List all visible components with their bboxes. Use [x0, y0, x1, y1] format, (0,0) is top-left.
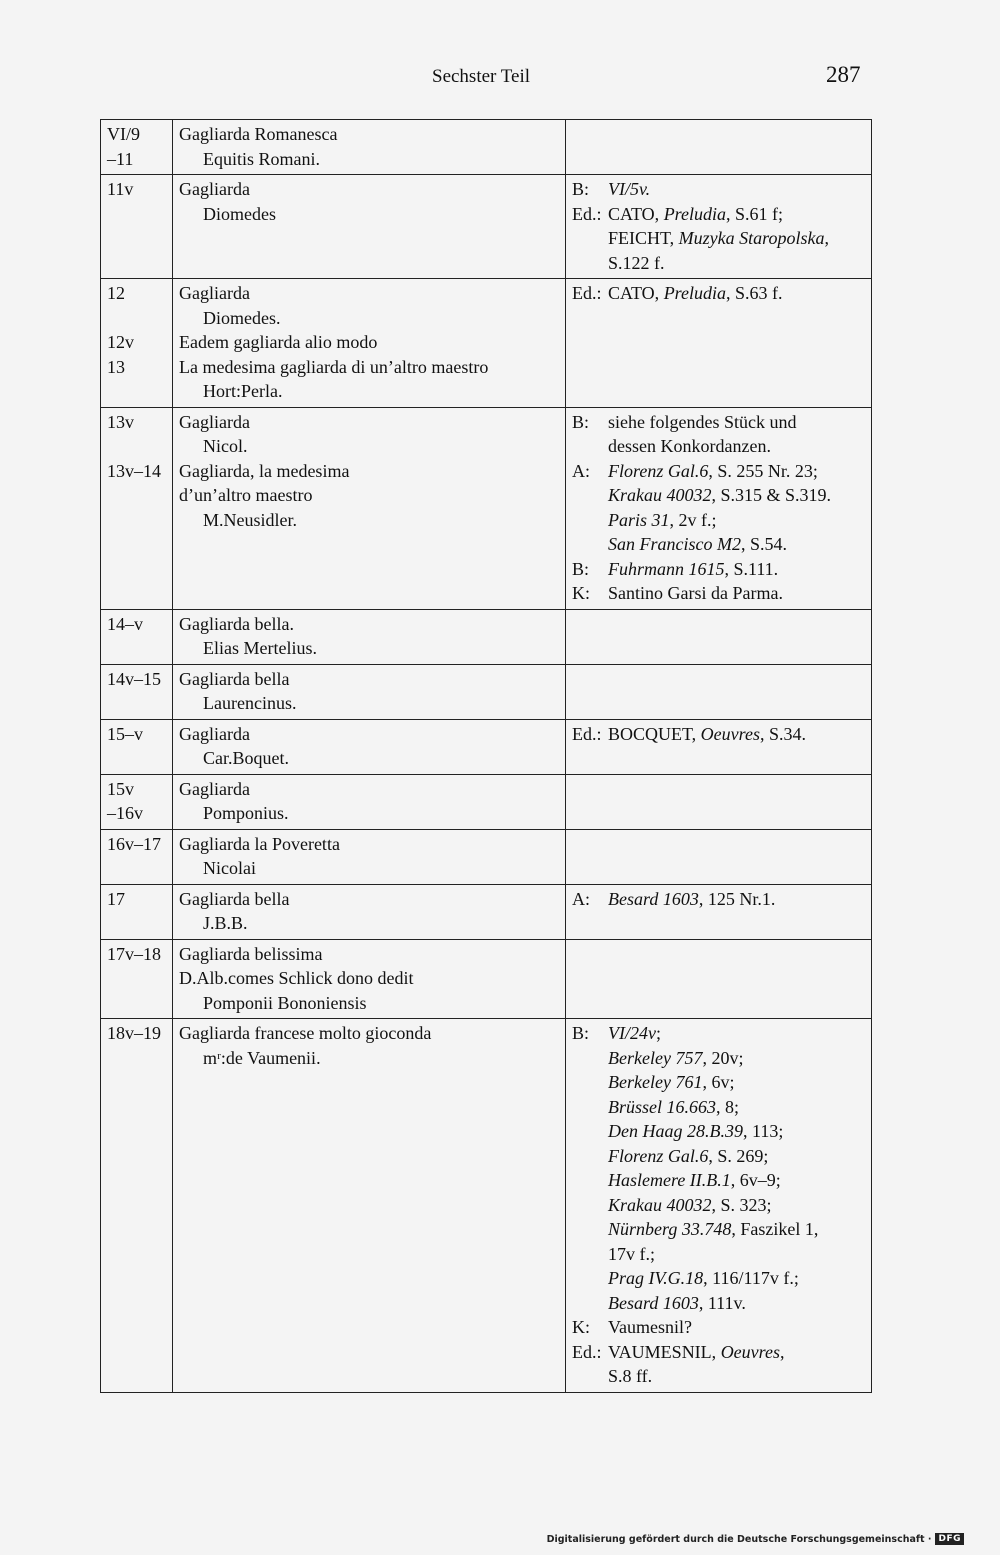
source-detail: CATO,	[608, 283, 664, 303]
source-siglum: Besard 1603	[608, 888, 699, 909]
table-row	[101, 939, 872, 1019]
source-entry	[572, 281, 865, 306]
title-line: Gagliarda, la medesima	[179, 460, 350, 481]
source-label	[572, 532, 608, 557]
source-label	[572, 1119, 608, 1144]
source-label: K:	[572, 1317, 590, 1337]
source-detail: dessen Konkordanzen.	[608, 436, 771, 456]
title-cell	[173, 719, 566, 774]
table-row	[101, 120, 872, 175]
source-entry	[572, 483, 865, 508]
table-row	[101, 407, 872, 609]
source-entry	[572, 1119, 865, 1144]
source-label	[572, 1217, 608, 1242]
source-label: Ed.:	[572, 283, 602, 303]
title-line: Eadem gagliarda alio modo	[179, 332, 378, 352]
source-entry	[572, 251, 865, 276]
folio-line: 12v	[107, 332, 134, 352]
source-detail: , S.54.	[740, 534, 787, 554]
source-entry	[572, 1046, 865, 1071]
source-detail: ,	[824, 228, 829, 248]
source-siglum: Florenz Gal.6	[608, 460, 709, 481]
folio-cell	[101, 719, 173, 774]
source-detail: , Faszikel 1,	[731, 1219, 819, 1239]
table-row	[101, 774, 872, 829]
digitization-credit	[547, 1533, 964, 1545]
source-text	[608, 281, 865, 306]
table-row	[101, 829, 872, 884]
folio-line	[107, 306, 166, 331]
source-detail: , 116/117v f.;	[703, 1268, 799, 1288]
source-entry	[572, 1168, 865, 1193]
title-cell	[173, 1019, 566, 1393]
source-detail: , 2v f.;	[669, 509, 717, 530]
source-siglum: Muzyka Staropolska	[678, 228, 825, 248]
folio-line: VI/9	[107, 124, 140, 144]
source-entry	[572, 1070, 865, 1095]
title-line: Gagliarda	[179, 411, 250, 432]
folio-cell	[101, 609, 173, 664]
folio-line: 13v	[107, 411, 134, 432]
source-siglum: Krakau 40032	[608, 485, 712, 505]
source-detail: , S.315 & S.319.	[711, 485, 832, 505]
title-cell	[173, 609, 566, 664]
title-line: Gagliarda bella	[179, 888, 290, 909]
source-detail: , 20v;	[702, 1047, 744, 1068]
source-entry	[572, 722, 865, 747]
sources-cell	[566, 884, 872, 939]
source-entry	[572, 177, 865, 202]
title-line: Pomponii Bononiensis	[203, 992, 367, 1013]
folio-line: 16v–17	[107, 833, 161, 854]
title-line: Gagliarda	[179, 723, 250, 744]
source-text	[608, 1364, 865, 1389]
source-detail: , 125 Nr.1.	[698, 888, 776, 909]
source-siglum: Preludia	[663, 203, 727, 224]
title-cell	[173, 175, 566, 279]
title-cell	[173, 939, 566, 1019]
title-line: Diomedes.	[203, 307, 281, 328]
sources-cell	[566, 609, 872, 664]
title-line: Gagliarda la Poveretta	[179, 833, 340, 854]
title-line: d’un’altro maestro	[179, 485, 313, 505]
folio-line: 14v–15	[107, 668, 161, 689]
source-entry	[572, 1315, 865, 1340]
source-text	[608, 177, 865, 202]
title-line: Hort:Perla.	[203, 381, 283, 401]
folio-cell	[101, 664, 173, 719]
source-detail: FEICHT,	[608, 228, 679, 248]
source-label	[572, 1242, 608, 1267]
source-siglum: Krakau 40032	[608, 1194, 712, 1215]
title-cell	[173, 407, 566, 609]
source-detail: S.122 f.	[608, 252, 665, 273]
source-siglum: Haslemere II.B.1	[608, 1170, 731, 1190]
title-line: Car.Boquet.	[203, 748, 289, 768]
title-line: Gagliarda francese molto gioconda	[179, 1023, 432, 1043]
source-detail: , S.34.	[759, 723, 806, 744]
folio-line: –16v	[107, 803, 143, 823]
source-text	[608, 1291, 865, 1316]
table-row	[101, 609, 872, 664]
source-detail: , 8;	[716, 1096, 740, 1117]
source-detail: BOCQUET,	[608, 723, 701, 744]
source-siglum: Nürnberg 33.748	[608, 1219, 732, 1239]
source-detail: ;	[655, 1023, 661, 1043]
source-siglum: Brüssel 16.663	[608, 1096, 716, 1117]
source-label	[572, 1095, 608, 1120]
title-line: Gagliarda	[179, 179, 250, 199]
sources-cell	[566, 120, 872, 175]
folio-cell	[101, 939, 173, 1019]
source-detail: , S.63 f.	[726, 283, 783, 303]
title-line: Gagliarda bella.	[179, 613, 294, 634]
source-entry	[572, 434, 865, 459]
source-entry	[572, 581, 865, 606]
source-siglum: Besard 1603	[608, 1292, 699, 1313]
source-label: Ed.:	[572, 203, 602, 224]
source-text	[608, 1340, 865, 1365]
source-label: Ed.:	[572, 1341, 602, 1362]
folio-line: 12	[107, 283, 125, 303]
source-siglum: San Francisco M2	[608, 534, 741, 554]
title-line: Diomedes	[203, 203, 276, 224]
folio-cell	[101, 829, 173, 884]
title-line: mʳ:de Vaumenii.	[203, 1047, 321, 1068]
folio-line: 15–v	[107, 723, 143, 744]
source-text	[608, 1217, 865, 1242]
source-label: A:	[572, 888, 590, 909]
source-siglum: Berkeley 761	[608, 1072, 703, 1092]
title-line: Gagliarda belissima	[179, 943, 323, 964]
source-text	[608, 1046, 865, 1071]
folio-cell	[101, 884, 173, 939]
source-text	[608, 410, 865, 435]
source-label	[572, 1266, 608, 1291]
source-text	[608, 887, 865, 912]
source-entry	[572, 459, 865, 484]
concordance-table	[100, 119, 872, 1393]
sources-cell	[566, 1019, 872, 1393]
source-label: Ed.:	[572, 723, 602, 744]
source-text	[608, 483, 865, 508]
source-text	[608, 1144, 865, 1169]
source-label: K:	[572, 583, 590, 603]
source-label: B:	[572, 179, 590, 199]
source-entry	[572, 508, 865, 533]
source-detail: ,	[780, 1341, 785, 1362]
source-siglum: Florenz Gal.6	[608, 1145, 709, 1166]
source-detail: Vaumesnil?	[608, 1317, 692, 1337]
source-text	[608, 226, 865, 251]
source-detail: , 6v–9;	[730, 1170, 781, 1190]
page-number: 287	[826, 62, 861, 87]
source-text	[608, 1119, 865, 1144]
source-siglum: VI/5v.	[608, 179, 651, 199]
sources-cell	[566, 279, 872, 408]
folio-cell	[101, 774, 173, 829]
source-detail: 17v f.;	[608, 1243, 655, 1264]
source-text	[608, 1168, 865, 1193]
sources-cell	[566, 407, 872, 609]
title-line: M.Neusidler.	[203, 509, 297, 530]
folio-line: 18v–19	[107, 1023, 161, 1043]
title-line: Nicolai	[203, 858, 256, 878]
source-text	[608, 1315, 865, 1340]
source-label	[572, 1046, 608, 1071]
folio-line: 17	[107, 888, 125, 909]
title-line: Pomponius.	[203, 803, 289, 823]
source-label	[572, 251, 608, 276]
folio-line: 14–v	[107, 613, 143, 634]
source-label: A:	[572, 460, 590, 481]
source-label	[572, 226, 608, 251]
table-row	[101, 175, 872, 279]
source-text	[608, 251, 865, 276]
folio-line	[107, 434, 166, 459]
sources-cell	[566, 774, 872, 829]
title-line: Gagliarda	[179, 283, 250, 303]
table-row	[101, 1019, 872, 1393]
source-label	[572, 483, 608, 508]
table-row	[101, 719, 872, 774]
source-entry	[572, 1193, 865, 1218]
folio-cell	[101, 1019, 173, 1393]
source-siglum: Paris 31	[608, 509, 670, 530]
title-line: Laurencinus.	[203, 693, 297, 713]
source-detail: CATO,	[608, 203, 664, 224]
folio-cell	[101, 279, 173, 408]
title-cell	[173, 664, 566, 719]
source-siglum: VI/24v	[608, 1023, 656, 1043]
source-label	[572, 1168, 608, 1193]
source-text	[608, 722, 865, 747]
folio-line: 17v–18	[107, 943, 161, 964]
source-text	[608, 557, 865, 582]
source-siglum: Fuhrmann 1615	[608, 558, 725, 579]
source-detail: VAUMESNIL,	[608, 1341, 721, 1362]
source-entry	[572, 887, 865, 912]
source-siglum: Preludia	[663, 283, 727, 303]
source-text	[608, 1242, 865, 1267]
credit-text: Digitalisierung gefördert durch die Deutsche Forschungsgemeinschaft ·	[546, 1533, 932, 1545]
source-siglum: Den Haag 28.B.39	[608, 1121, 743, 1141]
source-label	[572, 1364, 608, 1389]
source-text	[608, 508, 865, 533]
source-label	[572, 434, 608, 459]
title-line: Elias Mertelius.	[203, 638, 317, 658]
title-cell	[173, 279, 566, 408]
source-siglum: Oeuvres	[700, 723, 760, 744]
title-line: Nicol.	[203, 436, 248, 456]
source-label	[572, 1291, 608, 1316]
source-text	[608, 1095, 865, 1120]
title-cell	[173, 774, 566, 829]
source-label	[572, 1070, 608, 1095]
source-text	[608, 1266, 865, 1291]
source-detail: , 113;	[742, 1121, 784, 1141]
source-text	[608, 202, 865, 227]
source-detail: , S.61 f;	[726, 203, 784, 224]
dfg-logo: DFG	[935, 1533, 964, 1545]
folio-cell	[101, 175, 173, 279]
title-line: J.B.B.	[203, 913, 248, 933]
source-entry	[572, 1291, 865, 1316]
source-detail: , 111v.	[698, 1292, 746, 1313]
source-label	[572, 1193, 608, 1218]
source-entry	[572, 1266, 865, 1291]
folio-line: 15v	[107, 778, 134, 799]
source-detail: , S. 255 Nr. 23;	[708, 460, 818, 481]
source-text	[608, 581, 865, 606]
source-text	[608, 434, 865, 459]
source-text	[608, 1021, 865, 1046]
title-cell	[173, 120, 566, 175]
source-entry	[572, 1340, 865, 1365]
running-head: Sechster Teil	[432, 66, 531, 87]
source-entry	[572, 1217, 865, 1242]
table-body	[101, 120, 872, 1393]
source-text	[608, 532, 865, 557]
title-line: Equitis Romani.	[203, 148, 320, 169]
title-cell	[173, 884, 566, 939]
source-detail: S.8 ff.	[608, 1366, 653, 1386]
folio-line: –11	[107, 148, 134, 169]
source-text	[608, 459, 865, 484]
source-detail: , S. 269;	[708, 1145, 769, 1166]
source-entry	[572, 1242, 865, 1267]
source-detail: , 6v;	[702, 1072, 735, 1092]
folio-line: 11v	[107, 179, 134, 199]
table-row	[101, 884, 872, 939]
source-entry	[572, 202, 865, 227]
source-label	[572, 1144, 608, 1169]
source-detail: siehe folgendes Stück und	[608, 411, 797, 432]
source-detail: , S.111.	[724, 558, 779, 579]
source-detail: Santino Garsi da Parma.	[608, 583, 783, 603]
sources-cell	[566, 939, 872, 1019]
title-line: Gagliarda Romanesca	[179, 124, 338, 144]
source-entry	[572, 1095, 865, 1120]
source-text	[608, 1193, 865, 1218]
sources-cell	[566, 719, 872, 774]
title-cell	[173, 829, 566, 884]
title-line: D.Alb.comes Schlick dono dedit	[179, 968, 414, 988]
source-entry	[572, 226, 865, 251]
source-label: B:	[572, 411, 590, 432]
folio-cell	[101, 407, 173, 609]
source-label: B:	[572, 558, 590, 579]
table-row	[101, 664, 872, 719]
title-line: Gagliarda bella	[179, 668, 290, 689]
source-entry	[572, 1021, 865, 1046]
source-entry	[572, 557, 865, 582]
sources-cell	[566, 664, 872, 719]
table-row	[101, 279, 872, 408]
source-text	[608, 1070, 865, 1095]
source-entry	[572, 532, 865, 557]
source-siglum: Berkeley 757	[608, 1047, 703, 1068]
source-detail: , S. 323;	[711, 1194, 772, 1215]
folio-cell	[101, 120, 173, 175]
sources-cell	[566, 175, 872, 279]
source-entry	[572, 410, 865, 435]
source-label	[572, 508, 608, 533]
source-siglum: Oeuvres	[720, 1341, 780, 1362]
title-line: Gagliarda	[179, 778, 250, 799]
source-label: B:	[572, 1023, 590, 1043]
source-entry	[572, 1364, 865, 1389]
source-entry	[572, 1144, 865, 1169]
source-siglum: Prag IV.G.18	[608, 1268, 704, 1288]
sources-cell	[566, 829, 872, 884]
folio-line: 13	[107, 356, 125, 377]
folio-line: 13v–14	[107, 460, 161, 481]
page-header	[0, 62, 1000, 92]
title-line: La medesima gagliarda di un’altro maestro	[179, 356, 489, 377]
